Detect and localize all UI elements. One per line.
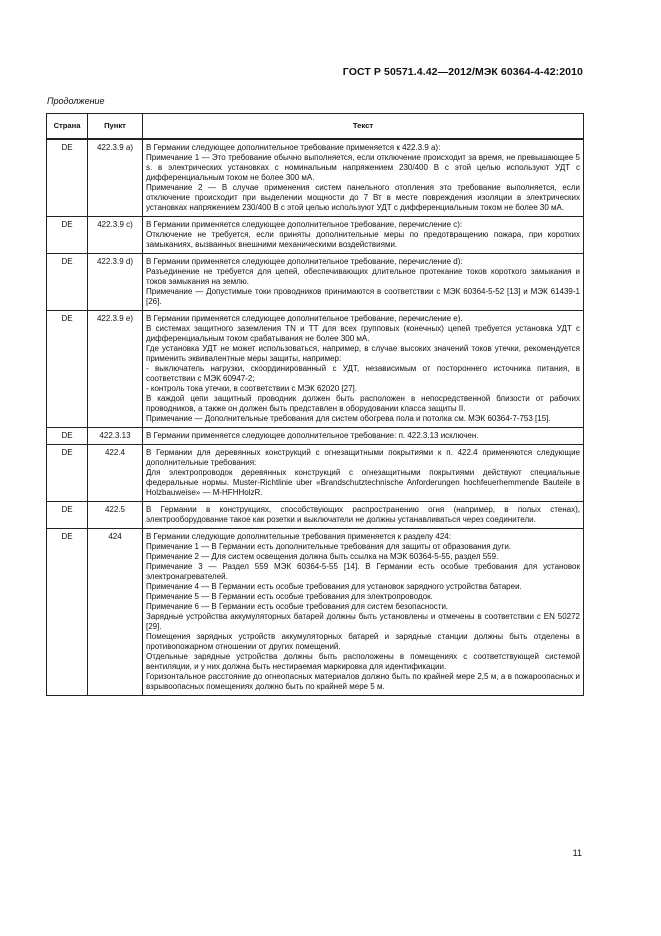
column-header-text: Текст: [143, 114, 584, 140]
text-paragraph: Примечание 6 — В Германии есть особые требования для систем безопасности.: [146, 602, 449, 611]
continuation-label: Продолжение: [47, 96, 105, 106]
table-row: [47, 217, 584, 254]
text-cell: [143, 311, 584, 428]
country-cell: DE: [47, 254, 88, 311]
clause-cell: 422.3.9 d): [88, 254, 143, 311]
table-row: [47, 529, 584, 696]
text-paragraph: Отключение не требуется, если приняты дополнительные меры по предотвращению пожара, при коротких замыканиях, вызванных внешними механическими воздействиями.: [146, 230, 580, 249]
table-row: [47, 428, 584, 445]
text-cell: [143, 445, 584, 502]
country-cell: DE: [47, 217, 88, 254]
column-header-country: Страна: [47, 114, 88, 140]
text-paragraph: В Германии применяется следующее дополнительное требование, перечисление с):: [146, 220, 463, 229]
text-paragraph: Примечание 3 — Раздел 559 МЭК 60364-5-55 [14]. В Германии есть особые требования для установок электронагревателей.: [146, 562, 580, 581]
table-row: [47, 139, 584, 217]
requirements-table: [46, 113, 584, 696]
document-header: ГОСТ Р 50571.4.42—2012/МЭК 60364-4-42:2010: [342, 66, 583, 78]
text-paragraph: Примечание 2 — Для систем освещения должна быть ссылка на МЭК 60364-5-55, раздел 559.: [146, 552, 499, 561]
table-header-row: [47, 114, 584, 140]
table-row: [47, 254, 584, 311]
text-paragraph: Где установка УДТ не может использоваться, например, в случае высоких значений токов утечки, рекомендуется применить эквивалентные меры защиты, например:: [146, 344, 580, 363]
country-cell: DE: [47, 502, 88, 529]
clause-cell: 422.3.9 е): [88, 311, 143, 428]
text-paragraph: В Германии применяется следующее дополнительное требование: п. 422.3.13 исключен.: [146, 431, 479, 440]
country-cell: DE: [47, 529, 88, 696]
text-paragraph: В системах защитного заземления TN и TT для всех групповых (конечных) цепей требуется установка УДТ с дифференциальным током срабатывания не более 300 мА.: [146, 324, 580, 343]
text-cell: [143, 529, 584, 696]
column-header-clause: Пункт: [88, 114, 143, 140]
text-paragraph: Примечание — Дополнительные требования для систем обогрева пола и потолка см. МЭК 60364-7-753 [15].: [146, 414, 551, 423]
text-paragraph: Примечание 1 — Это требование обычно выполняется, если отключение происходит за время, не превышающее 5 s. в электрических установках с номинальным напряжением 230/400 В с этой целью используют УДТ с дифференциальным током не более 300 мА.: [146, 153, 580, 182]
text-paragraph: В Германии в конструкциях, способствующих распространению огня (например, в полых стенах), электрооборудование такое как розетки и выключатели не должны устанавливаться через соединители.: [146, 505, 580, 524]
text-paragraph: Для электропроводок деревянных конструкций с огнезащитными покрытиями действуют специальные федеральные нормы. Muster-Richtlinie uber «Brandschutztechnische Anforderungen hochfeuerhemmende Bauteile в Holzbauweise» — M-HFHHolzR.: [146, 468, 580, 497]
clause-cell: 422.4: [88, 445, 143, 502]
country-cell: DE: [47, 445, 88, 502]
country-cell: DE: [47, 139, 88, 217]
country-cell: DE: [47, 311, 88, 428]
text-paragraph: Зарядные устройства аккумуляторных батарей должны быть установлены и отмечены в соответствии с EN 50272 [29].: [146, 612, 580, 631]
clause-cell: 422.3.13: [88, 428, 143, 445]
text-paragraph: Примечание 1 — В Германии есть дополнительные требования для защиты от образования дуги.: [146, 542, 512, 551]
text-paragraph: Отдельные зарядные устройства должны быть расположены в помещениях с соответствующей системой вентиляции, и у них должна быть нестираемая маркировка для идентификации.: [146, 652, 580, 671]
text-paragraph: - выключатель нагрузки, скоординированный с УДТ, независимым от постороннего источника питания, в соответствии с МЭК 60947-2;: [146, 364, 580, 383]
clause-cell: 424: [88, 529, 143, 696]
text-cell: [143, 139, 584, 217]
text-paragraph: Примечание — Допустимые токи проводников принимаются в соответствии с МЭК 60364-5-52 [13] и МЭК 61439-1 [26].: [146, 287, 580, 306]
clause-cell: 422.5: [88, 502, 143, 529]
text-paragraph: В каждой цепи защитный проводник должен быть расположен в непосредственной близости от рабочих проводников, а также он должен быть представлен в оборудовании класса защиты II.: [146, 394, 580, 413]
text-paragraph: В Германии применяется следующее дополнительное требование, перечисление d):: [146, 257, 463, 266]
text-cell: [143, 502, 584, 529]
text-paragraph: Разъединение не требуется для цепей, обеспечивающих длительное протекание токов короткого замыкания и токов замыкания на землю.: [146, 267, 580, 286]
clause-cell: 422.3.9 с): [88, 217, 143, 254]
text-cell: [143, 254, 584, 311]
text-cell: [143, 428, 584, 445]
page-number: 11: [572, 848, 582, 858]
table-row: [47, 445, 584, 502]
text-paragraph: Примечание 2 — В случае применения систем панельного отопления это требование выполняется, если отключение происходит при выделении мощности до 7 Вт в месте повреждения изоляции в электрических установках напряжением 230/400 В с этой целью используют УДТ с дифференциальным током не более 30 мА.: [146, 183, 580, 212]
text-paragraph: - контроль тока утечки, в соответствии с МЭК 62020 [27].: [146, 384, 357, 393]
text-cell: [143, 217, 584, 254]
text-paragraph: В Германии следующее дополнительное требование применяется к 422.3.9 а):: [146, 143, 441, 152]
text-paragraph: В Германии для деревянных конструкций с огнезащитными покрытиями к п. 422.4 применяются следующие дополнительные требования:: [146, 448, 580, 467]
table-row: [47, 311, 584, 428]
table-row: [47, 502, 584, 529]
text-paragraph: Помещения зарядных устройств аккумуляторных батарей и зарядные станции должны быть отделены в противопожарном отношении от других помещений.: [146, 632, 580, 651]
text-paragraph: В Германии применяется следующее дополнительное требование, перечисление е).: [146, 314, 463, 323]
country-cell: DE: [47, 428, 88, 445]
clause-cell: 422.3.9 а): [88, 139, 143, 217]
text-paragraph: Примечание 5 — В Германии есть особые требования для электропроводок.: [146, 592, 433, 601]
text-paragraph: В Германии следующие дополнительные требования применяется к разделу 424:: [146, 532, 451, 541]
text-paragraph: Горизонтальное расстояние до огнеопасных материалов должно быть по крайней мере 2,5 м, а в пожароопасных и взрывоопасных помещениях должно быть по крайней мере 5 м.: [146, 672, 580, 691]
text-paragraph: Примечание 4 — В Германии есть особые требования для установок зарядного устройства батареи.: [146, 582, 522, 591]
